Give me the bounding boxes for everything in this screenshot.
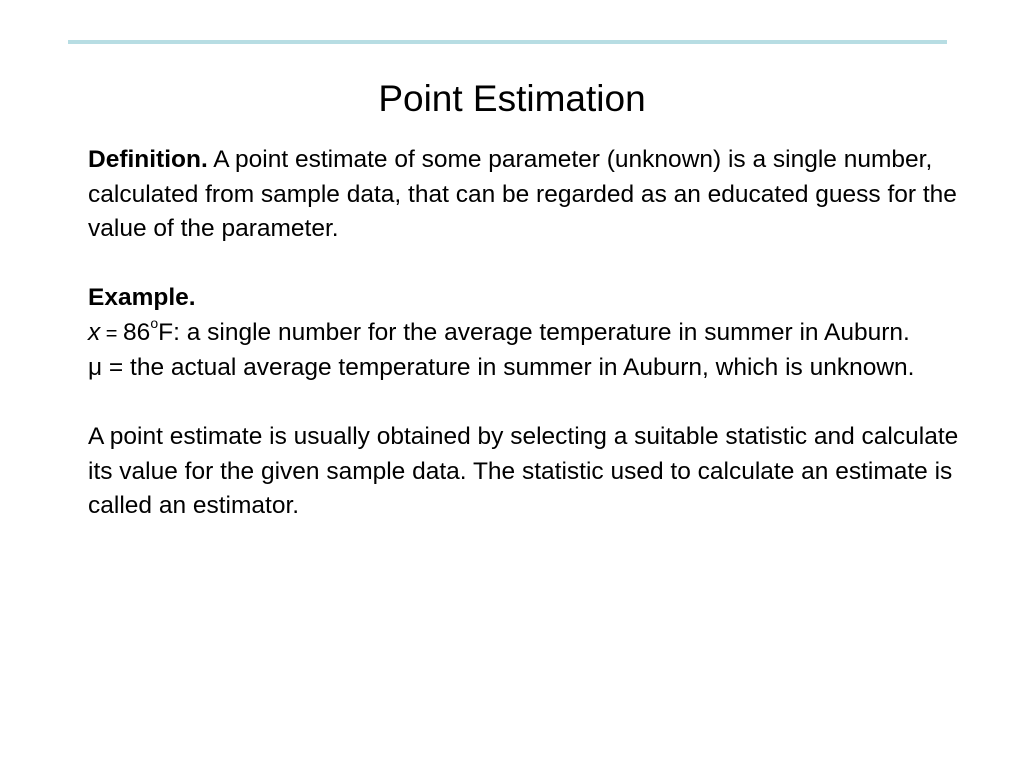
definition-label: Definition. — [88, 146, 208, 173]
example-label: Example. — [88, 284, 196, 311]
example-variable: x — [88, 318, 101, 346]
top-divider — [68, 40, 947, 44]
definition-paragraph — [88, 143, 968, 247]
spacer — [88, 386, 968, 421]
example-equals: = — [100, 322, 124, 345]
slide-title: Point Estimation — [378, 78, 646, 119]
definition-text: A point estimate of some parameter (unknown) is a single number, calculated from sample data, that can be regarded as an educated guess for the value of the parameter. — [88, 146, 957, 242]
example-line-1 — [88, 316, 968, 352]
degree-superscript: o — [150, 315, 159, 332]
closing-paragraph: A point estimate is usually obtained by selecting a suitable statistic and calculate its value for the given sample data. The statistic used to calculate an estimate is called an estimator. — [88, 423, 959, 519]
example-line-2: μ = the actual average temperature in summer in Auburn, which is unknown. — [88, 354, 915, 381]
example-value: 86 — [123, 318, 151, 346]
example-line-1-text: F: a single number for the average temperature in summer in Auburn. — [158, 318, 910, 346]
slide-body — [88, 143, 968, 524]
spacer — [88, 247, 968, 282]
